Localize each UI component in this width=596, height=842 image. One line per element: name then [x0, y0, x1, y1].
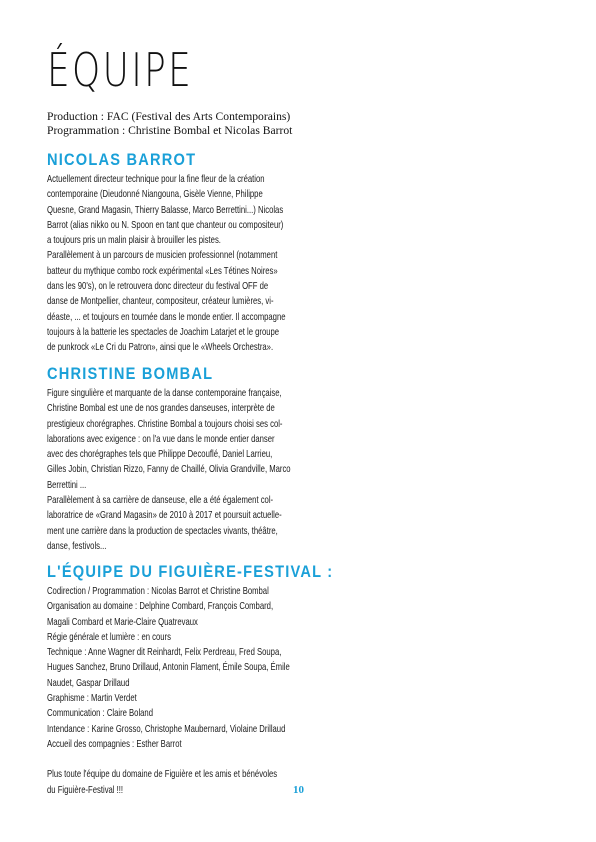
- text-line: batteur du mythique combo rock expérimental «Les Tétines Noires»: [47, 265, 278, 277]
- text-line: dans les 90's), on le retrouvera donc directeur du festival OFF de: [47, 281, 269, 293]
- text-line: Parallèlement à sa carrière de danseuse, elle a été également col-: [47, 495, 274, 507]
- text-line: Intendance : Karine Grosso, Christophe Maubernard, Violaine Drillaud: [47, 723, 286, 735]
- text-line: Plus toute l'équipe du domaine de Figuière et les amis et bénévoles: [47, 769, 278, 781]
- text-line: Barrot (alias nikko ou N. Spoon en tant que chanteur ou compositeur): [47, 219, 284, 231]
- text-line: de punkrock «Le Cri du Patron», ainsi que le «Wheels Orchestra».: [47, 342, 274, 354]
- paragraph: [47, 172, 447, 356]
- text-line: Parallèlement à un parcours de musicien professionnel (notamment: [47, 250, 278, 262]
- text-line: Christine Bombal est une de nos grandes danseuses, interprète de: [47, 403, 275, 415]
- text-line: Codirection / Programmation : Nicolas Barrot et Christine Bombal: [47, 586, 269, 597]
- text-line: Quesne, Grand Magasin, Thierry Balasse, Marco Berrettini...) Nicolas: [47, 204, 284, 216]
- text-line: laborations avec exigence : on l'a vue dans le monde entier danser: [47, 433, 275, 445]
- text-line: Graphisme : Martin Verdet: [47, 693, 137, 705]
- text-line: danse, festivols...: [47, 540, 107, 552]
- section-heading: L'ÉQUIPE DU FIGUIÈRE-FESTIVAL :: [47, 562, 334, 581]
- text-line: Magali Combard et Marie-Claire Quatrevaux: [47, 616, 198, 628]
- text-line: Communication : Claire Boland: [47, 708, 153, 720]
- text-line: Figure singulière et marquante de la danse contemporaine française,: [47, 388, 282, 399]
- text-line: avec des chorégraphes tels que Philippe Decouflé, Daniel Larrieu,: [47, 449, 273, 461]
- text-line: laboratrice de «Grand Magasin» de 2010 à 2017 et poursuit actuelle-: [47, 510, 282, 522]
- programmation-line: Programmation : Christine Bombal et Nicolas Barrot: [47, 124, 293, 137]
- text-line: prestigieux chorégraphes. Christine Bombal a toujours choisi ses col-: [47, 418, 283, 430]
- text-line: Gilles Jobin, Christian Rizzo, Fanny de Chaillé, Olivia Grandville, Marco: [47, 464, 291, 476]
- production-credits: [47, 110, 377, 138]
- text-line: Régie générale et lumière : en cours: [47, 631, 171, 643]
- paragraph: [47, 584, 447, 752]
- section-heading: NICOLAS BARROT: [47, 150, 197, 169]
- text-line: ment une carrière dans la production de spectacles vivants, théâtre,: [47, 525, 278, 537]
- paragraph: [47, 767, 447, 798]
- section-nicolas-barrot: [47, 150, 447, 356]
- page-title: ÉQUIPE: [47, 43, 194, 97]
- text-line: danse de Montpellier, chanteur, compositeur, créateur lumières, vi-: [47, 296, 274, 308]
- text-line: Technique : Anne Wagner dit Reinhardt, Felix Perdreau, Fred Soupa,: [47, 647, 282, 659]
- text-line: Organisation au domaine : Delphine Combard, François Combard,: [47, 601, 274, 613]
- text-line: a toujours pris un malin plaisir à brouiller les pistes.: [47, 235, 221, 247]
- text-line: déaste, ... et toujours en tournée dans le monde entier. Il accompagne: [47, 311, 286, 323]
- paragraph: [47, 386, 447, 554]
- text-line: du Figuière-Festival !!!: [47, 784, 124, 796]
- production-line: Production : FAC (Festival des Arts Contemporains): [47, 110, 291, 123]
- section-christine-bombal: [47, 364, 447, 554]
- text-line: Hugues Sanchez, Bruno Drillaud, Antonin Flament, Émile Soupa, Émile: [47, 662, 290, 674]
- text-line: Actuellement directeur technique pour la fine fleur de la création: [47, 174, 265, 185]
- text-line: Naudet, Gaspar Drillaud: [47, 677, 130, 689]
- text-line: Accueil des compagnies : Esther Barrot: [47, 738, 182, 750]
- section-heading: CHRISTINE BOMBAL: [47, 364, 214, 383]
- text-line: toujours à la batterie les spectacles de Joachim Latarjet et le groupe: [47, 326, 280, 338]
- text-line: contemporaine (Dieudonné Niangouna, Gisèle Vienne, Philippe: [47, 189, 263, 201]
- section-equipe-festival: [47, 562, 447, 798]
- page-number: 10: [293, 784, 304, 796]
- text-line: Berrettini ...: [47, 479, 87, 491]
